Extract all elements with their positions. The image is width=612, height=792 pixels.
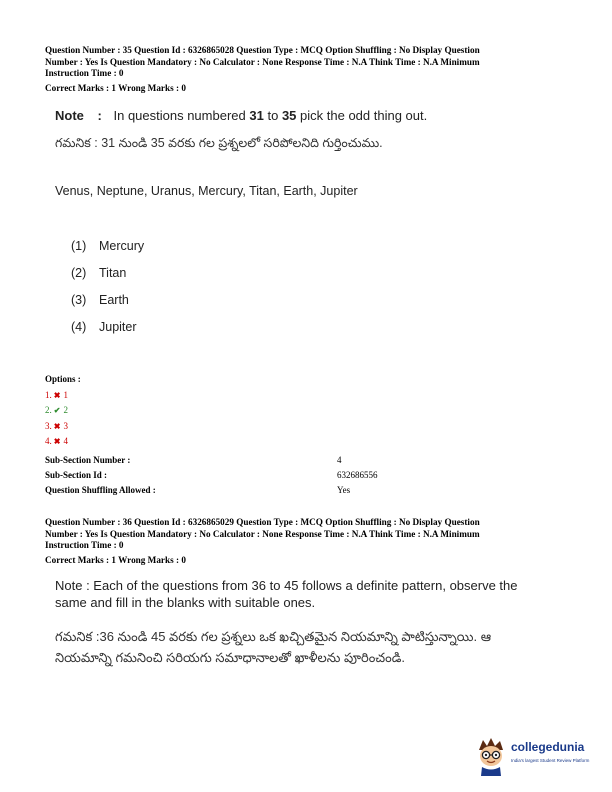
q35-choice-4 [71, 320, 137, 334]
q35-question-stem: Venus, Neptune, Uranus, Mercury, Titan, Earth, Jupiter [55, 184, 358, 198]
option-row-1 [45, 388, 81, 404]
option-value: 3 [63, 420, 68, 431]
q36-header-line2: Number : Yes Is Question Mandatory : No Calculator : None Response Time : N.A Think Time : N.A Minimum [45, 528, 480, 539]
option-number: 4. [45, 436, 52, 446]
collegedunia-logo [473, 736, 603, 776]
logo-tagline: India's largest Student Review Platform [511, 758, 590, 763]
mascot-icon [473, 736, 509, 776]
option-number: 1. [45, 389, 52, 400]
option-row-3 [45, 419, 81, 435]
choice-number: (1) [71, 239, 87, 253]
q35-telugu-note: గమనిక : 31 నుండి 35 వరకు గల ప్రశ్నలలో సరిపోలనిది గుర్తించుము. [55, 136, 383, 150]
q35-choice-1 [71, 239, 144, 253]
q35-note-to: to [267, 108, 279, 123]
option-number: 2. [45, 405, 52, 415]
option-value: 1 [63, 389, 68, 400]
subsection-id-value: 632686556 [337, 470, 378, 480]
choice-text: Mercury [99, 239, 145, 253]
q36-telugu-note: గమనిక :36 నుండి 45 వరకు గల ప్రశ్నలు ఒక ఖచ్చితమైన నియమాన్ని పాటిస్తున్నాయి. ఆ నియమాన్ని గమనించి సరియగు సమాధానాలతో ఖాళీలను పూరించండి. [55, 629, 492, 665]
shuffling-value: Yes [337, 485, 351, 495]
choice-text: Earth [99, 293, 129, 307]
choice-number: (4) [71, 320, 87, 334]
option-value: 2 [63, 405, 68, 415]
q35-note: Note : In questions numbered 31 to 35 pick the odd thing out. [55, 108, 428, 123]
q35-header-line2: Number : Yes Is Question Mandatory : No Calculator : None Response Time : N.A Think Time : N.A Minimum [45, 56, 480, 67]
q35-choice-2 [71, 266, 126, 280]
option-value: 4 [63, 436, 68, 446]
choice-text: Jupiter [99, 320, 137, 334]
subsection-id-label: Sub-Section Id : [45, 470, 108, 480]
q35-note-post: pick the odd thing out. [300, 108, 428, 123]
subsection-number-value: 4 [337, 455, 342, 465]
q35-header-line1: Question Number : 35 Question Id : 6326865028 Question Type : MCQ Option Shuffling : No Display Question [45, 45, 480, 55]
q35-choice-3 [71, 293, 129, 307]
q35-note-label: Note [55, 108, 84, 123]
options-label: Options : [45, 374, 81, 384]
option-row-2 [45, 403, 81, 419]
wrong-icon: ✖ [53, 421, 61, 431]
wrong-icon: ✖ [53, 390, 61, 400]
wrong-icon: ✖ [53, 437, 61, 446]
q35-marks: Correct Marks : 1 Wrong Marks : 0 [45, 82, 186, 93]
choice-text: Titan [99, 266, 127, 280]
q35-note-pre: In questions numbered [113, 108, 246, 123]
choice-number: (3) [71, 293, 87, 307]
choice-number: (2) [71, 266, 87, 280]
q36-note: Note : Each of the questions from 36 to 45 follows a definite pattern, observe the same and fill in the blanks with suitable ones. [55, 578, 518, 610]
q35-note-n1: 31 [249, 108, 264, 123]
q36-header [45, 517, 565, 566]
subsection-number-label: Sub-Section Number : [45, 455, 131, 465]
q35-note-n2: 35 [281, 108, 297, 123]
correct-check-icon: ✔ [53, 406, 61, 415]
q36-header-line1: Question Number : 36 Question Id : 6326865029 Question Type : MCQ Option Shuffling : No Display Question [45, 517, 480, 527]
q36-marks: Correct Marks : 1 Wrong Marks : 0 [45, 554, 186, 565]
q35-header-line3: Instruction Time : 0 [45, 68, 124, 78]
option-row-4 [45, 434, 81, 450]
q36-header-line3: Instruction Time : 0 [45, 540, 124, 550]
shuffling-label: Question Shuffling Allowed : [45, 485, 156, 495]
option-number: 3. [45, 420, 52, 431]
q35-options-list [45, 372, 81, 450]
logo-name: collegedunia [511, 740, 585, 754]
q35-header [45, 45, 565, 94]
